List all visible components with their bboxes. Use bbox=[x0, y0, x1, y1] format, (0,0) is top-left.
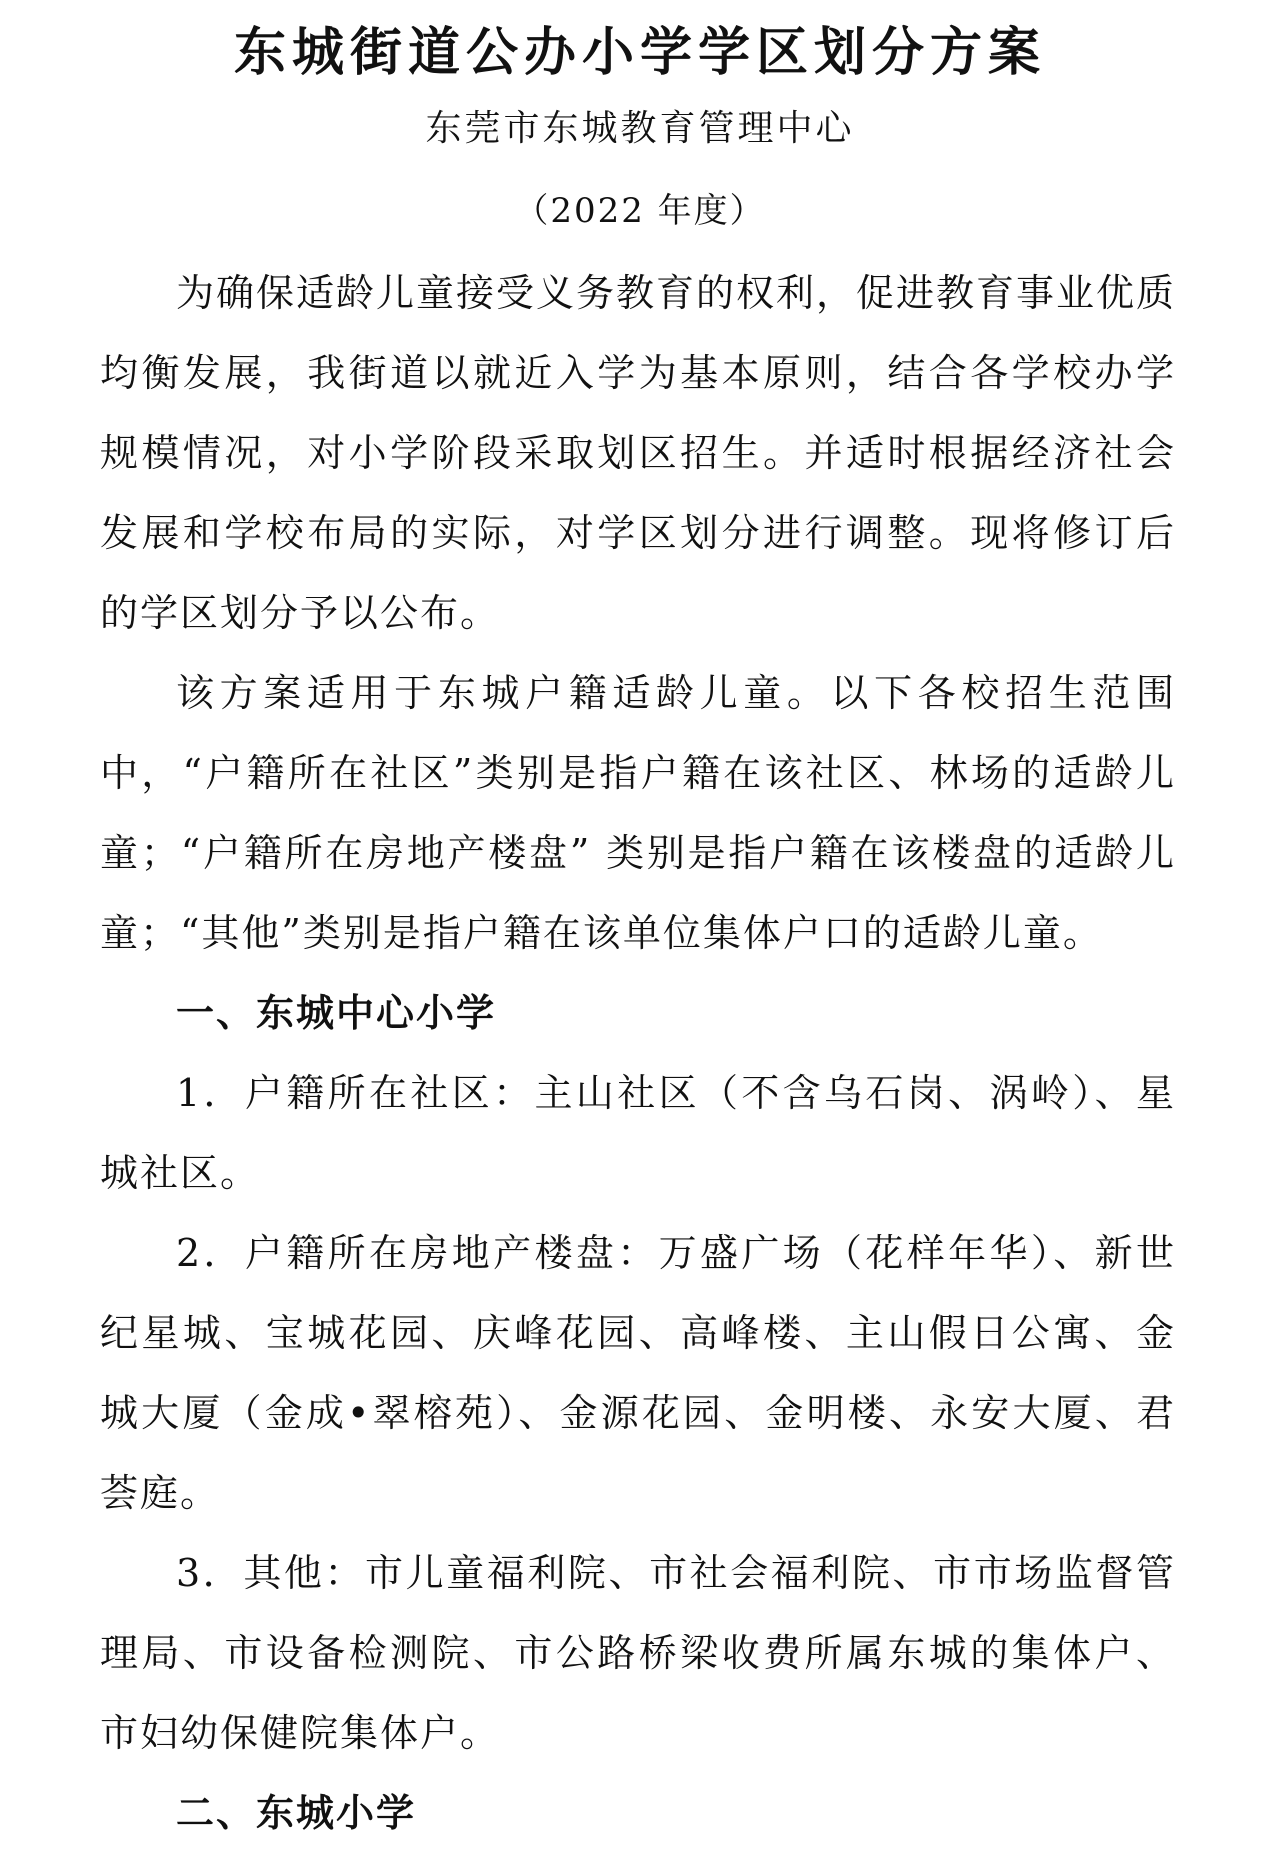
scope-paragraph: 该方案适用于东城户籍适龄儿童。以下各校招生范围中，“户籍所在社区”类别是指户籍在该社区、林场的适龄儿童；“户籍所在房地产楼盘” 类别是指户籍在该楼盘的适龄儿童；“其他”类别是指户籍在该单位集体户口的适龄儿童。 bbox=[100, 671, 1176, 955]
document-title: 东城街道公办小学学区划分方案 bbox=[233, 23, 1046, 83]
section-heading: 一、东城中心小学 bbox=[176, 991, 497, 1035]
document-year: （2022 年度） bbox=[514, 191, 766, 231]
document-body bbox=[100, 253, 1176, 1853]
intro-paragraph: 为确保适龄儿童接受义务教育的权利，促进教育事业优质均衡发展，我街道以就近入学为基本原则，结合各学校办学规模情况，对小学阶段采取划区招生。并适时根据经济社会发展和学校布局的实际，对学区划分进行调整。现将修订后的学区划分予以公布。 bbox=[100, 271, 1177, 635]
section-heading: 二、东城小学 bbox=[176, 1791, 417, 1835]
issuer-name: 东莞市东城教育管理中心 bbox=[425, 108, 855, 149]
section-item: 2．户籍所在房地产楼盘：万盛广场（花样年华）、新世纪星城、宝城花园、庆峰花园、高峰楼、主山假日公寓、金城大厦（金成•翠榕苑）、金源花园、金明楼、永安大厦、君荟庭。 bbox=[100, 1231, 1176, 1515]
section-item: 3．其他：市儿童福利院、市社会福利院、市市场监督管理局、市设备检测院、市公路桥梁收费所属东城的集体户、市妇幼保健院集体户。 bbox=[100, 1551, 1176, 1755]
section-item: 1．户籍所在社区：主山社区（不含乌石岗、涡岭）、星城社区。 bbox=[100, 1071, 1176, 1195]
